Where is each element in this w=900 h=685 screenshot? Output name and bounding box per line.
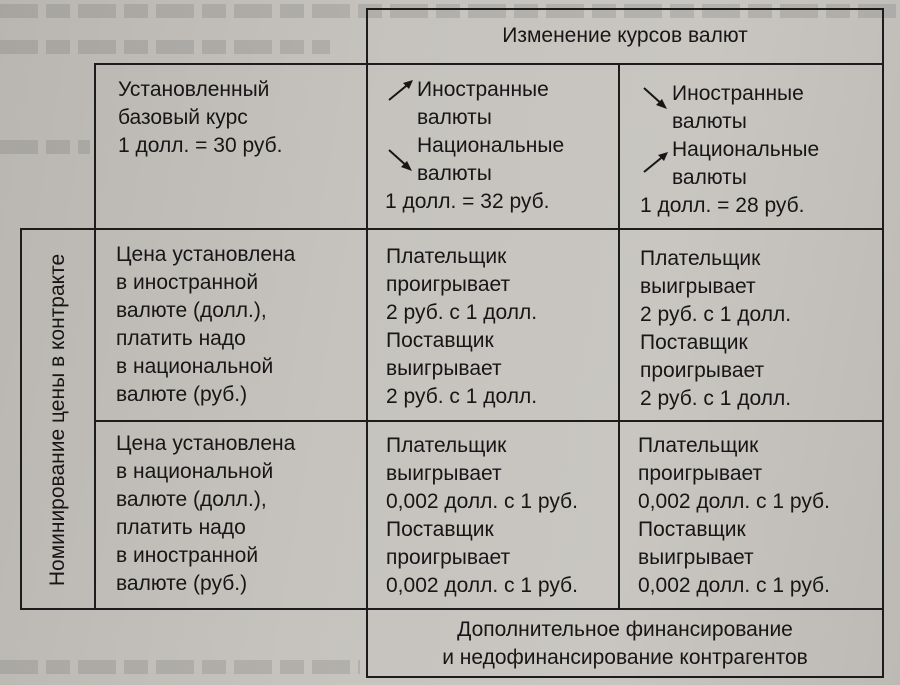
row-label-line: платить надо: [116, 327, 246, 350]
row-label-line: в иностранной: [116, 544, 259, 567]
outcome-line: Плательщик: [640, 247, 761, 270]
table-title-text: Изменение курсов валют: [502, 24, 748, 47]
row-label-line: в национальной: [116, 355, 274, 378]
outcome-line: проигрывает: [386, 546, 511, 569]
row-1-label-cell: [116, 241, 366, 409]
currency-label: Иностранные: [672, 82, 804, 105]
base-rate-value: 1 долл. = 30 руб.: [118, 134, 283, 157]
currency-label: валюты: [672, 110, 747, 133]
background-text-bleed: [0, 40, 330, 54]
footer-line: и недофинансирование контрагентов: [442, 646, 808, 669]
outcome-line: Поставщик: [638, 518, 746, 541]
row-label-line: платить надо: [116, 516, 246, 539]
outcome-line: проигрывает: [386, 273, 511, 296]
outcome-line: Поставщик: [386, 329, 494, 352]
rate-down-value: 1 долл. = 28 руб.: [640, 194, 805, 217]
outcome-line: Плательщик: [386, 434, 507, 457]
arrow-down-right-icon: [385, 146, 417, 174]
background-text-bleed: [0, 660, 360, 674]
table-title: [368, 22, 882, 50]
row-label-line: валюте (руб.): [116, 383, 248, 406]
outcome-line: 2 руб. с 1 долл.: [386, 301, 538, 324]
outcome-line: выигрывает: [640, 275, 756, 298]
outcome-line: 2 руб. с 1 долл.: [640, 303, 792, 326]
outcome-line: Плательщик: [638, 434, 759, 457]
currency-label: Национальные: [417, 134, 565, 157]
outcome-line: проигрывает: [640, 359, 765, 382]
currency-label: валюты: [417, 106, 492, 129]
rate-up-value: 1 долл. = 32 руб.: [385, 190, 550, 213]
outcome-line: 2 руб. с 1 долл.: [386, 385, 538, 408]
national-currency-row: [640, 136, 880, 192]
arrow-up-right-icon: [385, 76, 417, 104]
outcome-line: Плательщик: [386, 245, 507, 268]
row-label-line: Цена установлена: [116, 243, 296, 266]
outcome-line: 0,002 долл. с 1 руб.: [386, 490, 578, 513]
row-2-rate-up-cell: [386, 432, 616, 600]
outcome-line: Поставщик: [386, 518, 494, 541]
base-rate-line: базовый курс: [118, 106, 248, 129]
row-label-line: в национальной: [116, 460, 274, 483]
row-label-line: Цена установлена: [116, 432, 296, 455]
outcome-line: выигрывает: [386, 357, 502, 380]
rate-down-header-cell: [640, 80, 880, 220]
side-label-line: Номинирование: [46, 428, 69, 587]
row-1-rate-down-cell: [640, 245, 880, 413]
national-currency-row: [385, 132, 615, 188]
outcome-line: 2 руб. с 1 долл.: [640, 387, 792, 410]
foreign-currency-row: [640, 80, 880, 136]
row-1-rate-up-cell: [386, 243, 616, 411]
rate-up-header-cell: [385, 76, 615, 216]
outcome-line: 0,002 долл. с 1 руб.: [386, 574, 578, 597]
currency-label: валюты: [672, 166, 747, 189]
base-rate-cell: [118, 76, 363, 160]
currency-label: Иностранные: [417, 78, 549, 101]
arrow-down-right-icon: [640, 84, 672, 112]
background-text-bleed: [0, 140, 90, 154]
outcome-line: проигрывает: [638, 462, 763, 485]
outcome-line: выигрывает: [386, 462, 502, 485]
row-label-line: в иностранной: [116, 271, 259, 294]
base-rate-line: Установленный: [118, 78, 270, 101]
table-footer: [368, 616, 882, 672]
background-text-bleed: [0, 4, 900, 18]
row-label-line: валюте (долл.),: [116, 488, 267, 511]
row-label-line: валюте (долл.),: [116, 299, 267, 322]
footer-line: Дополнительное финансирование: [457, 618, 793, 641]
foreign-currency-row: [385, 76, 615, 132]
currency-label: Национальные: [672, 138, 820, 161]
outcome-line: 0,002 долл. с 1 руб.: [638, 574, 830, 597]
side-label-line: цены в контракте: [46, 253, 69, 423]
side-label: [18, 230, 98, 610]
row-2-rate-down-cell: [638, 432, 882, 600]
outcome-line: 0,002 долл. с 1 руб.: [638, 490, 830, 513]
currency-label: валюты: [417, 162, 492, 185]
row-label-line: валюте (руб.): [116, 572, 248, 595]
row-2-label-cell: [116, 430, 366, 598]
arrow-up-right-icon: [640, 148, 672, 176]
outcome-line: Поставщик: [640, 331, 748, 354]
outcome-line: выигрывает: [638, 546, 754, 569]
